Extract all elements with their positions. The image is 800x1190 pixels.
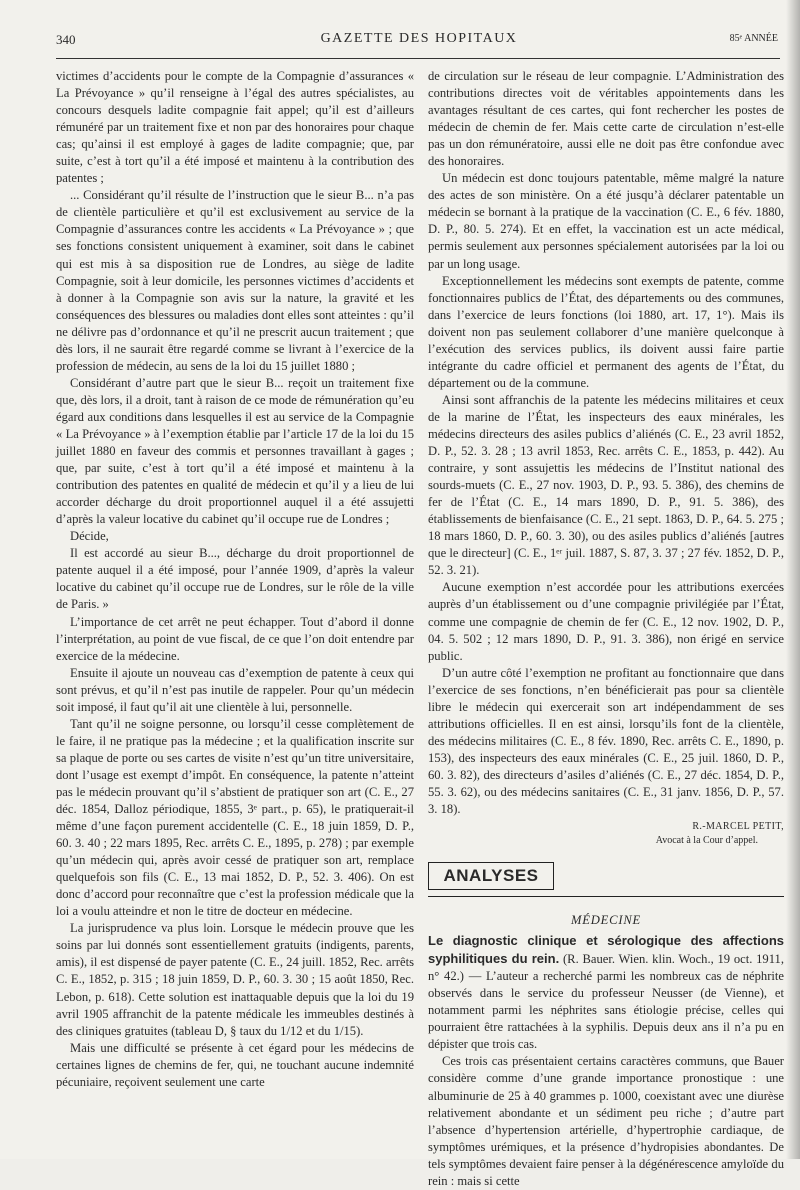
journal-year: 85ᵉ ANNÉE [729, 33, 778, 44]
paragraph: Aucune exemption n’est accordée pour les attributions exercées auprès d’un établissement ou d’une compagnie privilégiée par l’État, comme une compagnie de chemin de fer (C. E., 12 nov. 1902, D. P., 04. 5. 502 ; 12 mars 1890, D. P., 91. 3. 386), non érigé en service public. [428, 580, 784, 663]
subsection-title: MÉDECINE [570, 913, 642, 928]
paragraph: Tant qu’il ne soigne personne, ou lorsqu’il cesse complètement de le faire, il ne pratique pas la médecine ; et la qualification inscrite sur sa plaque de porte ou ses cartes de visite n’est qu’un titre universitaire, dont l’usage est exempt d’impôt. En conséquence, la patente n’atteint pas le médecin prouvant qu’il s’abstient de pratiquer son art (C. E., 27 déc. 1854, Dalloz périodique, 1855, 3ᵉ part., p. 65), le pratiquerait-il même d’une façon purement accidentelle (C. E., 18 juin 1859, D. P., 60. 3. 40 ; 22 mars 1895, Rec. arrêts C. E., 1895, p. 278) ; par exemple qu’un médecin qui, après avoir cessé de pratiquer son art, remplace quelquefois son fils (C. E., 13 mai 1852, D. P., 52. 3. 406). On est donc d’accord pour reconnaître que c’est la profession médicale que la loi a voulu atteindre et non le titre de docteur en médecine. [56, 716, 414, 919]
paragraph: Ainsi sont affranchis de la patente les médecins militaires et ceux de la marine de l’État, les inspecteurs des eaux minérales, les médecins directeurs des asiles publics d’aliénés (C. E., 23 avril 1852, D. P., 52. 3. 28 ; 13 avril 1853, Rec. arrêts C. E., 1853, p. 442). Au contraire, y sont assujettis les médecins de l’Institut national des sourds-muets (C. E., 27 nov. 1903, D. P., 93. 5. 386), des chemins de fer de l’État (C. E., 14 mars 1890, D. P., 91. 5. 386), des établissements de bienfaisance (C. E., 21 sept. 1863, D. P., 64. 5. 275 ; 18 mars 1860, D. P., 60. 3. 30), ou des asiles publics d’aliénés [autres que le directeur] (C. E., 1ᵉʳ juil. 1887, S. 87, 3. 37 ; 27 fév. 1852, D. P., 52. 3. 21). [428, 392, 784, 578]
section-title: ANALYSES [428, 862, 554, 890]
paragraph: Considérant d’autre part que le sieur B... reçoit un traitement fixe que, dès lors, il a droit, tant à raison de ce mode de rémunération qu’eu égard aux conditions dans lesquelles il est au service de la Compagnie « La Prévoyance » à l’exemption établie par l’article 17 de la loi du 15 juillet 1880 en faveur des commis et personnes travaillant à gages ; que, par suite, c’est à tort qu’il a été imposé et maintenu à la contribution des patentes en qualité de médecin et qu’il y a lieu de lui accorder décharge du droit proportionnel auquel il a été assujetti d’après la valeur locative du cabinet qu’il occupe rue de Londres ; [56, 375, 414, 527]
paragraph: Il est accordé au sieur B..., décharge du droit proportionnel de patente auquel il a été imposé, pour l’année 1909, d’après la valeur locative du cabinet qu’il occupe rue de Londres, sur le rôle de la ville de Paris. » [56, 546, 414, 612]
author-role: Avocat à la Cour d’appel. [655, 835, 758, 847]
paragraph: L’importance de cet arrêt ne peut échapper. Tout d’abord il donne l’interprétation, au point de vue fiscal, de ce que l’on doit entendre par exercice de la médecine. [56, 614, 414, 663]
paragraph: Ces trois cas présentaient certains caractères communs, que Bauer considère comme d’une grande importance pronostique : une albuminurie de 25 à 40 grammes p. 1000, coexistant avec une diurèse relativement abondante et un sédiment peu riche ; d’autre part l’absence d’hypertension artérielle, d’hypertrophie cardiaque, de symptômes urémiques, et la présence d’hydropisies abondantes. De tels symptômes devaient faire penser à la dégénérescence amyloïde du rein : mais si cette [428, 1054, 784, 1188]
right-column [428, 68, 785, 1188]
header-rule [56, 58, 780, 59]
page-number: 340 [56, 32, 76, 47]
left-column [56, 68, 414, 1148]
article-text: — L’auteur a recherché parmi les nombreux cas de néphrite observés dans le service du professeur Neusser (de Vienne), et notamment parmi les néphrites sans étiologie précise, celles qui pourraient être rattachées à la syphilis. Depuis deux ans il n’a pu en dépister que trois cas. [428, 969, 785, 1052]
paragraph: D’un autre côté l’exemption ne profitant au fonctionnaire que dans l’exercice de ses fonctions, n’en bénéficierait pas pour sa clientèle libre le médecin qui exercerait son art indépendamment de ses attributions officielles. Il en est ainsi, lorsqu’ils font de la clientèle, des médecins militaires (C. E., 8 fév. 1890, Rec. arrêts C. E., 1890, p. 153), des inspecteurs des eaux minérales (C. E., 25 juil. 1860, D. P., 60. 3. 82), des directeurs d’asiles d’aliénés (C. E., 27 déc. 1854, D. P., 55. 3. 62), ou des médecins sanitaires (C. E., 31 janv. 1856, D. P., 57. 3. 18). [428, 665, 784, 817]
article-title: Le diagnostic clinique et sérologique des affections syphilitiques du rein. [428, 933, 784, 967]
paragraph: La jurisprudence va plus loin. Lorsque le médecin prouve que les soins par lui donnés sont essentiellement gratuits (indigents, parents, amis), il est dispensé de payer patente (C. E., 24 juill. 1852, Rec. arrêts C. E., 1852, p. 315 ; 18 juin 1859, D. P., 60. 3. 30 ; 15 août 1850, Rec. Lebon, p. 618). Cette solution est inattaquable depuis que la loi du 19 avril 1905 affranchit de la patente médicale les immeubles destinés à des cliniques gratuites (tableau D, § taux du 1/12 et du 1/15). [56, 921, 414, 1038]
paragraph: victimes d’accidents pour le compte de la Compagnie d’assurances « La Prévoyance » qu’il renseigne à l’égal des autres spécialistes, au concours desquels ladite compagnie fait appel; qu’il est d’ailleurs rémunéré par un traitement fixe et non par des honoraires pour chaque cas; qu’ainsi il est employé à gages de ladite compagnie; que, par suite, c’est à tort qu’il a été imposé et maintenu à la contribution des patentes ; [56, 69, 414, 186]
page-header [56, 26, 782, 52]
article-reference: (R. Bauer. Wien. klin. Woch., 19 oct. 1911, n° 42.) [428, 952, 784, 984]
paragraph: Décide, [70, 529, 109, 544]
paragraph: ... Considérant qu’il résulte de l’instruction que le sieur B... n’a pas de clientèle particulière et qu’il est exclusivement au service de la Compagnie d’assurances contre les accidents « La Prévoyance » ; que ses fonctions consistent uniquement à examiner, soit dans le cabinet qui est mis à sa disposition rue de Londres, au siège de ladite Compagnie, soit à leur domicile, les personnes victimes d’accidents et à donner à la Compagnie son avis sur la nature, la gravité et les conséquences des blessures ou maladies dont elles sont atteintes : qu’il ne délivre pas d’ordonnance et qu’il ne prescrit aucun traitement ; que dès lors, il ne saurait être regardé comme se livrant à l’exercice de la profession de médecin, au sens de la loi du 15 juillet 1880 ; [56, 188, 414, 373]
paragraph: de circulation sur le réseau de leur compagnie. L’Administration des contributions directes voit de véritables appointements dans les avantages résultant de ces cartes, qui font rechercher les postes de médecin de chemin de fer. Mais cette carte de circulation n’est-elle pas un don rémunératoire, aussi elle ne doit pas être confondue avec des honoraires. [428, 69, 784, 169]
journal-title: GAZETTE DES HOPITAUX [320, 31, 518, 46]
page-edge-shadow [786, 0, 800, 1159]
section-rule [428, 896, 784, 897]
paragraph: Un médecin est donc toujours patentable, même malgré la nature des actes de son ministère. On a été jusqu’à déclarer patentable un médecin se bornant à la pratique de la vaccination (C. E., 6 fév. 1880, D. P., 80. 5. 274). Et en effet, la vaccination est un acte médical, permis seulement aux personnes spécialement autorisées par la loi ou par un long usage. [428, 171, 784, 271]
paragraph: Exceptionnellement les médecins sont exempts de patente, comme fonctionnaires publics de l’État, des départements ou des communes, dans l’exercice de leurs fonctions (loi 1880, art. 17, 1°). Mais ils doivent non pas seulement collaborer d’une manière quelconque à l’exécution des services publics, ils doivent aussi faire partie intégrante du cadre officiel et permanent des agents de l’État, du département ou de la commune. [428, 273, 784, 390]
article-intro [428, 932, 784, 1053]
author-signature: R.-MARCEL PETIT, [692, 821, 784, 833]
paragraph: Ensuite il ajoute un nouveau cas d’exemption de patente à ceux qui sont prévus, et qu’il n’est pas inutile de rappeler. Pour qu’un médecin soit imposé, il faut qu’il ait une clientèle à lui, personnelle. [56, 665, 414, 714]
paragraph: Mais une difficulté se présente à cet égard pour les médecins de certaines lignes de chemins de fer, qui, ne touchant aucune indemnité pécuniaire, reçoivent seulement une carte [56, 1040, 414, 1089]
section-header [428, 858, 784, 920]
